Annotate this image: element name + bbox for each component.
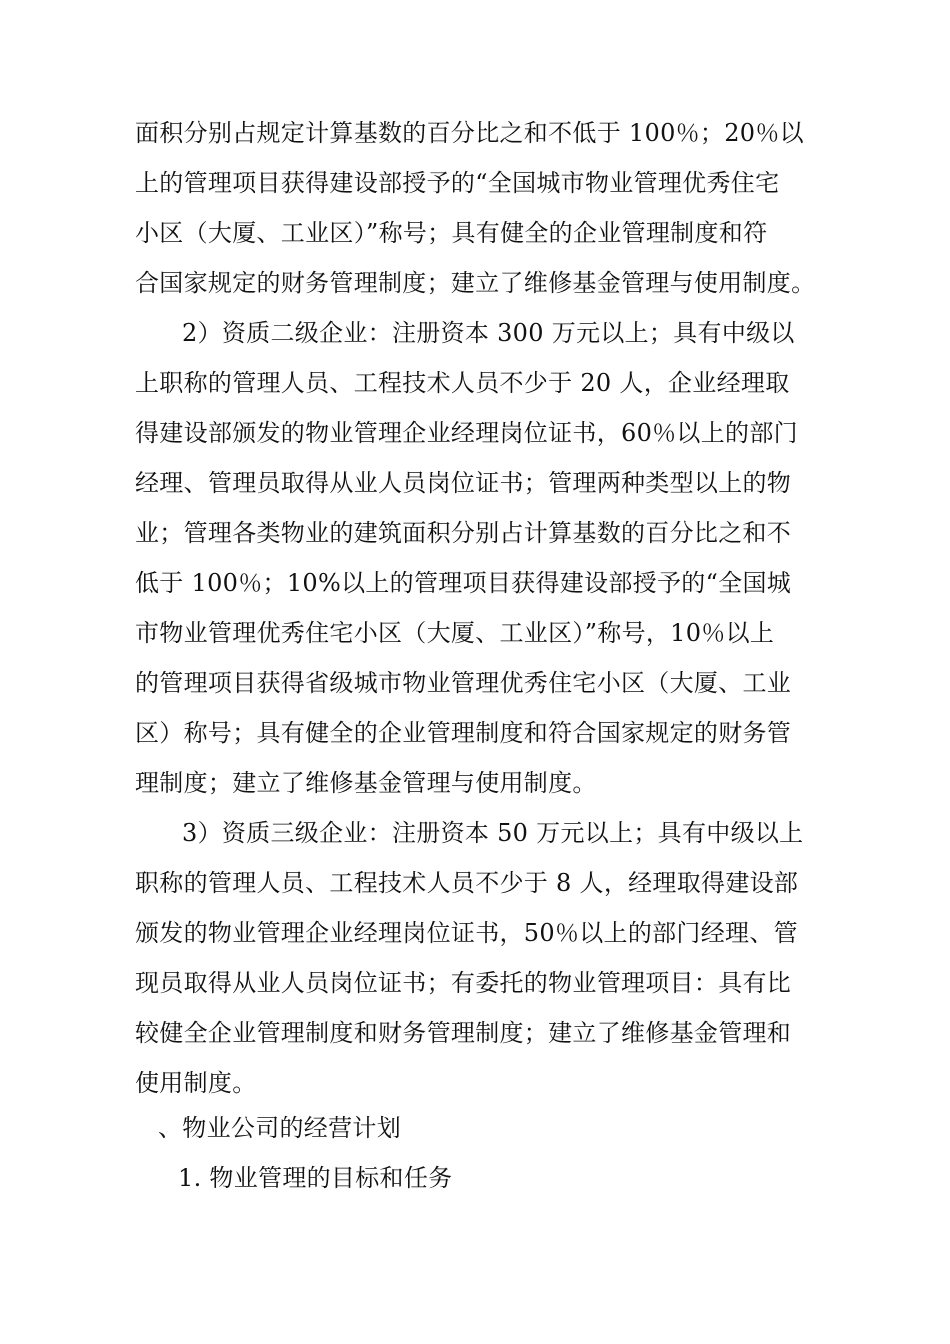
paragraph-line: 现员取得从业人员岗位证书；有委托的物业管理项目：具有比 (135, 969, 792, 997)
paragraph-line: 得建设部颁发的物业管理企业经理岗位证书，60％以上的部门 (135, 419, 798, 447)
paragraph-line: 使用制度。 (135, 1069, 257, 1097)
paragraph-line: 上职称的管理人员、工程技术人员不少于 20 人，企业经理取 (135, 369, 790, 397)
paragraph-line: 3）资质三级企业：注册资本 50 万元以上；具有中级以上 (182, 819, 804, 847)
section-heading: 、物业公司的经营计划 (158, 1114, 401, 1142)
paragraph-line: 业；管理各类物业的建筑面积分别占计算基数的百分比之和不 (135, 519, 792, 547)
paragraph-line: 理制度；建立了维修基金管理与使用制度。 (135, 769, 597, 797)
paragraph-line: 上的管理项目获得建设部授予的“全国城市物业管理优秀住宅 (135, 169, 780, 197)
paragraph-line: 区）称号；具有健全的企业管理制度和符合国家规定的财务管 (135, 719, 792, 747)
paragraph-line: 职称的管理人员、工程技术人员不少于 8 人，经理取得建设部 (135, 869, 799, 897)
paragraph-line: 颁发的物业管理企业经理岗位证书，50％以上的部门经理、管 (135, 919, 798, 947)
subsection-heading: 1. 物业管理的目标和任务 (178, 1164, 453, 1192)
paragraph-line: 经理、管理员取得从业人员岗位证书；管理两种类型以上的物 (135, 469, 792, 497)
paragraph-line: 面积分别占规定计算基数的百分比之和不低于 100％；20％以 (135, 119, 804, 147)
paragraph-line: 2）资质二级企业：注册资本 300 万元以上；具有中级以 (182, 319, 795, 347)
paragraph-line: 小区（大厦、工业区）”称号；具有健全的企业管理制度和符 (135, 219, 768, 247)
paragraph-line: 较健全企业管理制度和财务管理制度；建立了维修基金管理和 (135, 1019, 792, 1047)
paragraph-line: 市物业管理优秀住宅小区（大厦、工业区）”称号，10％以上 (135, 619, 775, 647)
paragraph-line: 合国家规定的财务管理制度；建立了维修基金管理与使用制度。 (135, 269, 816, 297)
paragraph-line: 的管理项目获得省级城市物业管理优秀住宅小区（大厦、工业 (135, 669, 792, 697)
paragraph-line: 低于 100％；10%以上的管理项目获得建设部授予的“全国城 (135, 569, 792, 597)
